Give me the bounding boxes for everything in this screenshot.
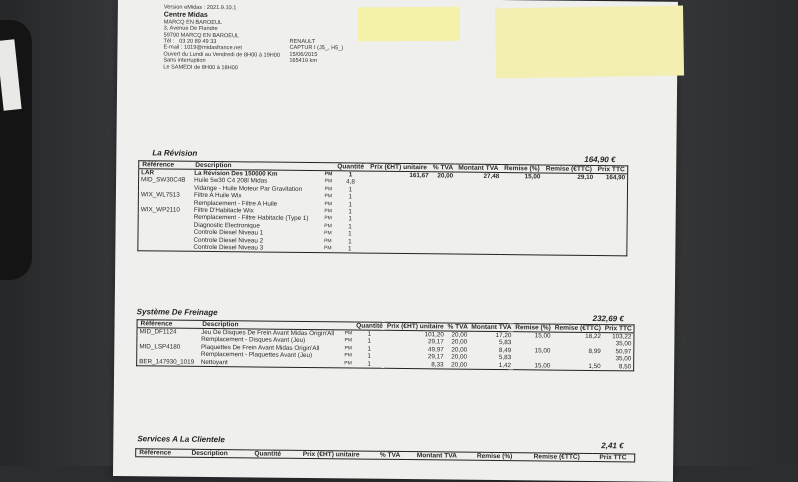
column-header: % TVA bbox=[432, 164, 454, 172]
freinage-table bbox=[136, 319, 634, 371]
column-header: Prix TTC bbox=[597, 166, 625, 174]
cell-unit: PM bbox=[344, 345, 352, 352]
cell-mtva bbox=[454, 247, 500, 255]
cell-ref: BER_147930_1019 bbox=[139, 357, 195, 366]
cell-pu: 8,33 bbox=[431, 360, 444, 369]
revision-table bbox=[137, 160, 628, 257]
cell-desc: Remplacement - Filtre Habitacle (Type 1) bbox=[193, 214, 309, 223]
cell-tva: 20,00 bbox=[451, 353, 468, 361]
cell-qty: 1 bbox=[367, 345, 372, 353]
cell-qty: 1 bbox=[347, 245, 352, 253]
vehicle-make: RENAULT bbox=[289, 38, 316, 46]
cell-mtva: 1,42 bbox=[498, 361, 512, 369]
cell-desc: Plaquettes De Frein Avant Midas Origin'All bbox=[200, 343, 320, 352]
cell-rpct: 15,00 bbox=[534, 362, 551, 370]
cell-desc: Nettoyant bbox=[200, 358, 228, 366]
column-header: Prix (€HT) unitaire bbox=[386, 322, 444, 331]
cell-qty: 4,8 bbox=[346, 178, 355, 186]
cell-unit: PM bbox=[324, 193, 333, 200]
column-header: Référence bbox=[140, 320, 173, 328]
cell-desc: Remplacement - Filtre A Huile bbox=[193, 199, 278, 208]
cell-unit: PM bbox=[344, 352, 352, 359]
cell-qty: 1 bbox=[348, 238, 352, 246]
cell-unit: PM bbox=[324, 171, 333, 178]
cell-rpct: 15,00 bbox=[534, 332, 551, 340]
column-header: Quantité bbox=[356, 322, 383, 330]
cell-rttc: 8,99 bbox=[588, 347, 601, 355]
cell-mtva: 5,83 bbox=[498, 339, 512, 347]
cell-rttc: 1,50 bbox=[588, 362, 601, 370]
section-title: Système De Freinage bbox=[136, 307, 218, 318]
cell-rpct bbox=[500, 247, 541, 255]
address-line: 59700 MARCQ EN BAROEUL bbox=[163, 32, 240, 39]
cell-rttc bbox=[542, 248, 595, 256]
cell-rpct: 15,00 bbox=[524, 173, 541, 181]
cell-ref: MID_LSP4180 bbox=[139, 343, 181, 351]
vehicle-date: 15/06/2015 bbox=[289, 51, 318, 58]
cell-ttc: 103,22 bbox=[612, 333, 632, 341]
cell-ref: WIX_WP2110 bbox=[140, 206, 180, 214]
cell-desc: Remplacement - Disques Avant (Jeu) bbox=[201, 336, 306, 345]
cell-qty: 1 bbox=[348, 215, 352, 223]
section-total: 232,69 € bbox=[592, 313, 624, 324]
cell-ref: LAR bbox=[141, 169, 155, 177]
cell-mtva: 5,83 bbox=[498, 354, 512, 362]
column-header: Prix (€HT) unitaire bbox=[370, 163, 427, 172]
hours-line: Ouvert du Lundi au Vendredi de 8H00 à 19H00 bbox=[163, 51, 281, 59]
column-header: Montant TVA bbox=[458, 164, 499, 172]
column-header: Prix (€HT) unitaire bbox=[302, 450, 360, 459]
column-header: Description bbox=[202, 320, 239, 329]
cell-desc: Vidange - Huile Moteur Par Gravitation bbox=[194, 184, 303, 193]
vehicle-model: CAPTUR I (J5_, H5_) bbox=[289, 45, 344, 52]
services-table bbox=[135, 448, 635, 462]
cell-qty: 1 bbox=[348, 186, 353, 194]
cell-unit: PM bbox=[344, 337, 353, 344]
cell-ref bbox=[138, 243, 192, 251]
cell-unit: PM bbox=[344, 330, 353, 337]
column-header: Description bbox=[191, 449, 228, 458]
column-header: Remise (%) bbox=[504, 165, 540, 173]
column-header: Référence bbox=[142, 161, 175, 169]
cell-desc: Remplacement - Plaquettes Avant (Jeu) bbox=[200, 351, 313, 360]
vehicle-mileage: 165419 km bbox=[289, 58, 318, 65]
cell-ttc: 35,00 bbox=[615, 355, 632, 363]
cell-tva: 20,00 bbox=[451, 361, 468, 369]
cell-qty: 1 bbox=[348, 223, 352, 231]
column-header: % TVA bbox=[379, 451, 401, 459]
column-header: Quantité bbox=[337, 163, 365, 171]
cell-desc: Filtre D'Habitacle Wix bbox=[193, 206, 254, 215]
column-header: Remise (%) bbox=[515, 324, 551, 332]
centre-name: Centre Midas bbox=[163, 11, 208, 20]
cell-desc: Diagnostic Electronique bbox=[193, 221, 260, 230]
address-line: MARCQ EN BAROEUL bbox=[163, 19, 223, 26]
column-header: Montant TVA bbox=[416, 452, 457, 460]
sticky-note bbox=[358, 7, 460, 42]
cell-desc: La Révision Des 150000 Km bbox=[194, 169, 278, 178]
cell-tva: 20,00 bbox=[451, 338, 468, 347]
cell-pu: 29,17 bbox=[427, 353, 444, 361]
cell-desc: Controle Diesel Niveau 3 bbox=[193, 243, 264, 252]
cell-tva: 20,00 bbox=[437, 172, 454, 180]
column-header: Description bbox=[195, 161, 232, 170]
address-line: 3, Avenue De Flandre bbox=[163, 25, 218, 33]
cell-qty: 1 bbox=[367, 352, 371, 360]
column-header: Remise (€TTC) bbox=[545, 165, 592, 173]
column-header: Remise (%) bbox=[476, 452, 513, 461]
invoice-sheet bbox=[113, 0, 678, 482]
cell-qty: 1 bbox=[348, 171, 353, 179]
cell-rttc: 18,22 bbox=[585, 332, 601, 341]
cell-ref: WIX_WL7513 bbox=[140, 191, 180, 199]
email-text: E-mail : 1019@midasfrance.net bbox=[163, 44, 242, 52]
cell-unit: PM bbox=[344, 360, 352, 367]
cell-ttc: 8,50 bbox=[618, 362, 632, 371]
cell-qty: 1 bbox=[348, 201, 353, 209]
cell-rpct: 15,00 bbox=[534, 347, 551, 355]
cell-pu: 49,97 bbox=[427, 346, 444, 354]
column-header: Quantité bbox=[254, 450, 282, 458]
cell-desc: Filtre A Huile Wix bbox=[193, 192, 242, 200]
cell-pu: 29,17 bbox=[427, 338, 444, 346]
cell-ttc: 50,97 bbox=[615, 348, 632, 356]
vehicle-block bbox=[289, 39, 343, 65]
cell-mtva: 17,20 bbox=[495, 331, 512, 340]
section-title: Services A La Clientele bbox=[137, 434, 225, 445]
cell-mtva: 27,48 bbox=[483, 172, 500, 181]
cell-qty: 1 bbox=[367, 360, 371, 368]
cell-pu: 161,67 bbox=[409, 172, 429, 180]
tel-label: Tél : bbox=[163, 38, 175, 45]
cell-unit: PM bbox=[323, 245, 332, 252]
cell-tva: 20,00 bbox=[451, 346, 468, 354]
column-header: Remise (€TTC) bbox=[533, 453, 580, 461]
cell-ttc: 35,00 bbox=[615, 340, 632, 348]
table-header-row bbox=[136, 449, 635, 462]
cell-desc: Controle Diesel Niveau 1 bbox=[193, 229, 264, 237]
cell-qty: 1 bbox=[348, 193, 353, 201]
cell-tva: 20,00 bbox=[451, 331, 468, 339]
cell-ref: MID_DF1124 bbox=[139, 328, 177, 336]
cell-desc: Huile 5w30 C4 208l Midas bbox=[194, 177, 268, 185]
cell-desc: Jeu De Disques De Frein Avant Midas Origin'All bbox=[201, 328, 335, 338]
section-total: 2,41 € bbox=[601, 441, 624, 451]
column-header: Prix TTC bbox=[604, 325, 632, 333]
cell-qty: 1 bbox=[367, 338, 372, 346]
cell-mtva: 8,49 bbox=[498, 346, 512, 354]
cell-ref: MID_SW30C4B bbox=[141, 176, 186, 185]
hours-line: Sans interruption bbox=[163, 57, 206, 65]
hours-line: Le SAMEDI de 8H00 à 18H00 bbox=[163, 64, 238, 71]
cell-unit: PM bbox=[324, 230, 332, 237]
cell-unit: PM bbox=[324, 185, 333, 193]
cell-qty: 1 bbox=[348, 230, 352, 238]
cell-ttc bbox=[594, 248, 627, 256]
section-title: La Révision bbox=[152, 148, 198, 158]
cell-pu bbox=[365, 246, 429, 255]
section-total: 164,90 € bbox=[584, 154, 616, 165]
column-header: Remise (€TTC) bbox=[554, 324, 601, 333]
header-block bbox=[163, 4, 280, 71]
version-text: Version eMidas : 2021.9.10.1 bbox=[163, 4, 237, 12]
column-header: Référence bbox=[139, 449, 172, 457]
sticky-note bbox=[495, 5, 684, 78]
cell-qty: 1 bbox=[348, 208, 352, 216]
cell-unit: PM bbox=[324, 237, 332, 244]
cell-tva bbox=[430, 246, 455, 254]
cell-pu: 101,20 bbox=[424, 331, 444, 339]
cell-unit: PM bbox=[324, 215, 332, 222]
cell-rttc: 29,10 bbox=[577, 173, 594, 181]
column-header: Prix TTC bbox=[599, 454, 627, 462]
column-header: % TVA bbox=[447, 323, 468, 331]
cell-ttc: 164,90 bbox=[605, 174, 626, 182]
column-header: Montant TVA bbox=[471, 323, 512, 332]
cell-unit: PM bbox=[324, 200, 333, 207]
tel-number: 03 20 89 49 33 bbox=[179, 38, 217, 46]
cell-unit: PM bbox=[324, 178, 333, 185]
cell-unit: PM bbox=[324, 223, 332, 230]
cell-desc: Controle Diesel Niveau 2 bbox=[193, 236, 264, 245]
cell-unit: PM bbox=[324, 208, 332, 215]
cell-qty: 1 bbox=[367, 330, 372, 338]
